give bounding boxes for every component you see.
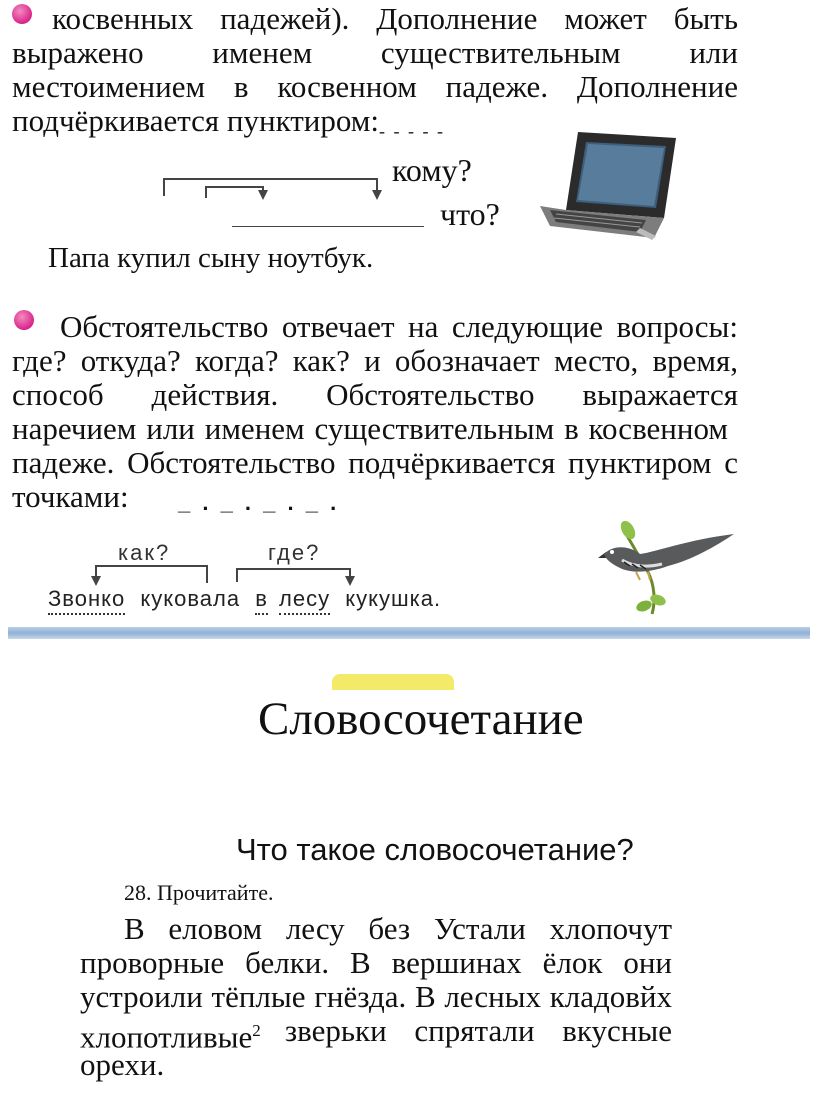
bullet-icon	[14, 310, 34, 330]
laptop-illustration	[536, 124, 688, 246]
word-kukovala: куковала	[140, 586, 241, 611]
question-how: как?	[118, 540, 171, 565]
page-title: Словосочетание	[258, 693, 584, 745]
question-where: где?	[268, 540, 321, 565]
question-whom: кому?	[392, 152, 472, 188]
exercise-label: 28. Прочитайте.	[124, 880, 274, 905]
paragraph-adverbial-line-1: Обстоятельство отвечает на следующие вопросы:	[60, 309, 738, 344]
dot-dash-sample: _ . _ . _ . _ .	[178, 490, 340, 515]
paragraph-adverbial-line-6: точками:	[12, 479, 129, 514]
section-subtitle: Что такое словосочетание?	[236, 832, 634, 867]
exercise-line-5: орехи.	[80, 1047, 165, 1082]
word-v: в	[255, 586, 268, 615]
dash-sample: - - - - -	[379, 121, 446, 141]
exercise-line-1: В еловом лесу без Устали хлопочут	[124, 911, 672, 946]
section-divider-band	[8, 627, 810, 639]
example-sentence-object: Папа купил сыну ноутбук.	[48, 242, 374, 274]
paragraph-object-line-4	[12, 104, 445, 149]
paragraph-adverbial-line-5: падеже. Обстоятельство подчёркивается пунктиром с	[12, 445, 738, 480]
bird-illustration	[596, 514, 742, 618]
heading-tab	[332, 674, 454, 690]
paragraph-adverbial-line-2: где? откуда? когда? как? и обозначает место, время,	[12, 343, 738, 378]
exercise-word-hlopotlivye: хлопотливые	[80, 1019, 253, 1055]
paragraph-object-line-1: косвенных падежей). Дополнение может быть	[52, 1, 738, 36]
footnote-mark: 2	[252, 1021, 261, 1040]
exercise-line-4	[80, 1014, 672, 1055]
paragraph-object-line-4-text: подчёркивается пунктиром:	[12, 103, 380, 138]
word-lesu: лесу	[279, 586, 330, 615]
exercise-line-2: проворные белки. В вершинах ёлок они	[80, 945, 672, 980]
paragraph-adverbial-line-4: наречием или именем существительным в косвенном	[12, 411, 728, 446]
exercise-line-3: устроили тёплые гнёзда. В лесных кладовйх	[80, 979, 672, 1014]
paragraph-object-line-3: местоимением в косвенном падеже. Дополнение	[12, 69, 738, 104]
bullet-icon	[12, 4, 32, 24]
question-what: что?	[440, 196, 500, 232]
paragraph-adverbial-line-3: способ действия. Обстоятельство выражается	[12, 377, 738, 412]
paragraph-object-line-2: выражено именем существительным или	[12, 35, 738, 70]
word-kukushka: кукушка.	[345, 586, 442, 611]
exercise-line-4-end: зверьки спрятали вкусные	[284, 1013, 672, 1048]
example-sentence-adverbial	[48, 586, 441, 612]
word-zvonko: Звонко	[48, 586, 125, 615]
